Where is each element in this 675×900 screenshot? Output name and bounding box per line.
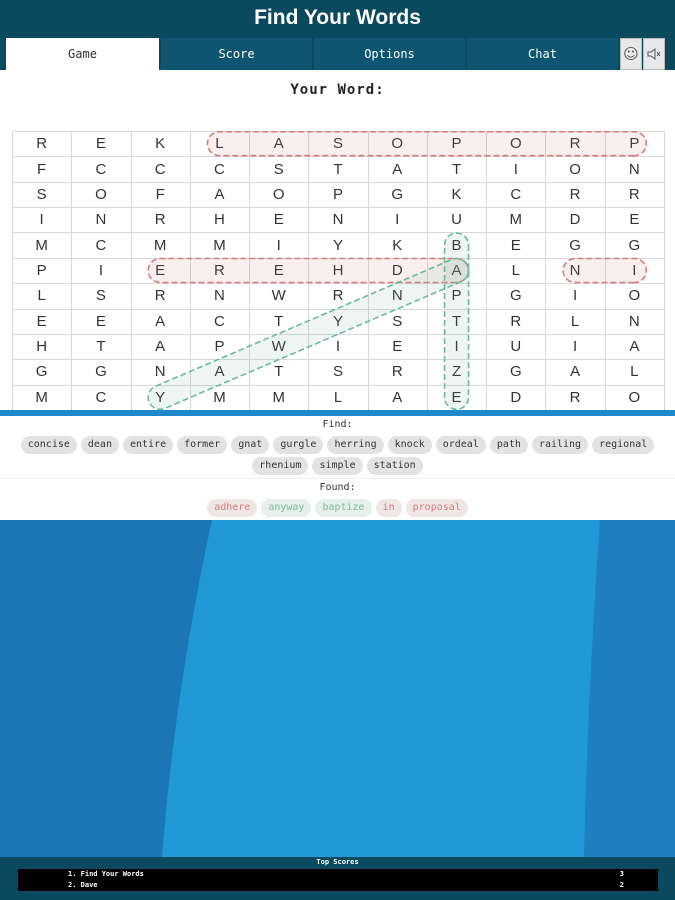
grid-cell[interactable]: E	[273, 261, 284, 279]
grid-cell[interactable]: A	[451, 261, 462, 279]
grid-cell[interactable]: P	[451, 287, 462, 305]
grid-cell[interactable]: M	[35, 236, 48, 254]
score-row	[18, 869, 658, 880]
grid-cell[interactable]: R	[154, 287, 166, 305]
grid-cell[interactable]: Z	[451, 363, 462, 381]
grid-cell[interactable]: D	[391, 261, 403, 279]
app-title: Find Your Words	[0, 0, 675, 36]
find-word-chip[interactable]: entire	[123, 436, 173, 454]
find-label: Find:	[322, 419, 353, 430]
grid-cell[interactable]: O	[509, 135, 522, 153]
grid-cell[interactable]: G	[391, 185, 404, 203]
grid-cell[interactable]: T	[274, 312, 284, 330]
tab-chat[interactable]: Chat	[467, 38, 618, 70]
grid-cell[interactable]: A	[570, 363, 581, 381]
grid-cell[interactable]: N	[332, 211, 344, 229]
grid-cell[interactable]: L	[215, 135, 224, 153]
grid-cell[interactable]: N	[154, 363, 166, 381]
grid-cell[interactable]: O	[569, 160, 581, 178]
grid-cell[interactable]: C	[214, 160, 225, 178]
grid-cell[interactable]: W	[271, 338, 286, 356]
grid-cell[interactable]: E	[392, 338, 403, 356]
grid-cell[interactable]: B	[451, 236, 462, 254]
tab-score[interactable]: Score	[161, 38, 312, 70]
grid-cell[interactable]: U	[451, 211, 462, 229]
find-word-chip[interactable]: rhenium	[252, 457, 308, 475]
grid-cell[interactable]: C	[95, 236, 107, 254]
grid-cell[interactable]: A	[214, 185, 225, 203]
find-word-chip[interactable]: gurgle	[273, 436, 323, 454]
tab-bar	[0, 36, 675, 70]
grid-cell[interactable]: F	[155, 185, 165, 203]
grid-cell[interactable]: C	[95, 160, 107, 178]
grid-cell[interactable]: P	[36, 261, 47, 279]
found-word-chip[interactable]: proposal	[406, 499, 468, 517]
grid-cell[interactable]: G	[509, 363, 522, 381]
grid-cell[interactable]: S	[332, 135, 343, 153]
grid-cell[interactable]: E	[155, 261, 166, 279]
grid-cell[interactable]: S	[36, 185, 47, 203]
grid-cell[interactable]: L	[570, 312, 580, 330]
grid-cell[interactable]: S	[392, 312, 403, 330]
speaker-muted-icon[interactable]	[643, 38, 665, 70]
grid-cell[interactable]: E	[629, 211, 640, 229]
grid-cell[interactable]: L	[511, 261, 520, 279]
tab-options[interactable]: Options	[314, 38, 465, 70]
grid-cell[interactable]: R	[569, 135, 581, 153]
grid-cell[interactable]: O	[272, 185, 285, 203]
smiley-icon[interactable]: ☺	[620, 38, 642, 70]
grid-cell[interactable]: A	[273, 135, 284, 153]
find-word-chip[interactable]: dean	[81, 436, 119, 454]
grid-cell[interactable]: G	[628, 236, 641, 254]
grid-cell[interactable]: E	[95, 312, 106, 330]
grid-cell[interactable]: O	[95, 185, 107, 203]
grid-cell[interactable]: E	[95, 135, 106, 153]
tab-game[interactable]: Game	[6, 38, 159, 70]
grid-cell[interactable]: L	[37, 287, 46, 305]
grid-cell[interactable]: M	[153, 236, 167, 254]
background-decoration	[0, 520, 675, 857]
grid-cell[interactable]: L	[630, 363, 639, 381]
grid-cell[interactable]: M	[213, 236, 226, 254]
found-word-list	[8, 499, 667, 517]
grid-cell[interactable]: O	[628, 388, 641, 406]
grid-cell[interactable]: T	[451, 312, 462, 330]
grid-cell[interactable]: I	[632, 261, 637, 279]
grid-cell[interactable]: A	[214, 363, 225, 381]
grid-cell[interactable]: G	[509, 287, 522, 305]
grid-cell[interactable]: R	[510, 312, 522, 330]
find-word-chip[interactable]: railing	[532, 436, 588, 454]
find-word-chip[interactable]: station	[367, 457, 423, 475]
grid-cell[interactable]: N	[628, 312, 640, 330]
top-scores-title: Top Scores	[316, 858, 359, 866]
grid-cell[interactable]: Y	[332, 312, 343, 330]
grid-cell[interactable]: M	[272, 388, 285, 406]
grid-cell[interactable]: K	[392, 236, 403, 254]
find-word-chip[interactable]: ordeal	[436, 436, 486, 454]
grid-cell[interactable]: K	[155, 135, 166, 153]
grid-cell[interactable]: I	[98, 261, 103, 279]
grid-cell[interactable]: G	[569, 236, 581, 254]
grid-cell[interactable]: I	[454, 338, 459, 356]
grid-cell[interactable]: G	[95, 363, 107, 381]
grid-cell[interactable]: R	[154, 211, 166, 229]
background-area	[0, 520, 675, 857]
grid-cell[interactable]: N	[95, 211, 107, 229]
grid-cell[interactable]: R	[569, 388, 581, 406]
grid-cell[interactable]: P	[332, 185, 343, 203]
grid-cell[interactable]: E	[451, 388, 462, 406]
grid-cell[interactable]: A	[392, 388, 403, 406]
grid-cell[interactable]: T	[96, 338, 106, 356]
grid-cell[interactable]: O	[391, 135, 404, 153]
grid-cell[interactable]: N	[628, 160, 640, 178]
grid-cell[interactable]: L	[333, 388, 343, 406]
grid-cell[interactable]: M	[35, 388, 48, 406]
grid-cell[interactable]: M	[509, 211, 523, 229]
grid-cell[interactable]: T	[333, 160, 343, 178]
grid-cell[interactable]: T	[451, 160, 462, 178]
score-name: 1. Find Your Words	[68, 870, 144, 878]
grid-cell[interactable]: H	[36, 338, 48, 356]
grid-cell[interactable]: H	[332, 261, 344, 279]
grid-cell[interactable]: D	[510, 388, 522, 406]
find-word-list	[8, 436, 667, 475]
grid-line	[664, 131, 665, 410]
grid-cell[interactable]: C	[214, 312, 225, 330]
grid-cell[interactable]: R	[36, 135, 48, 153]
your-word-label: Your Word:	[290, 82, 385, 98]
grid-cell[interactable]: A	[155, 338, 166, 356]
grid-cell[interactable]: S	[273, 160, 284, 178]
grid-cell[interactable]: E	[273, 211, 284, 229]
grid-cell[interactable]: I	[395, 211, 400, 229]
grid-cell[interactable]: C	[154, 160, 166, 178]
grid-cell[interactable]: P	[629, 135, 640, 153]
find-word-chip[interactable]: concise	[21, 436, 77, 454]
grid-cell[interactable]: I	[276, 236, 281, 254]
grid-cell[interactable]: D	[569, 211, 581, 229]
grid-cell[interactable]: T	[274, 363, 284, 381]
found-word-chip[interactable]: adhere	[207, 499, 257, 517]
find-word-chip[interactable]: path	[490, 436, 528, 454]
grid-cell[interactable]: Y	[332, 236, 343, 254]
grid-cell[interactable]: A	[392, 160, 403, 178]
grid-cell[interactable]: A	[155, 312, 166, 330]
grid-cell[interactable]: R	[214, 261, 225, 279]
divider-bar	[0, 410, 675, 416]
grid-cell[interactable]: I	[39, 211, 44, 229]
grid-cell[interactable]: P	[214, 338, 225, 356]
grid-cell[interactable]: R	[332, 287, 344, 305]
find-word-chip[interactable]: gnat	[231, 436, 269, 454]
grid-cell[interactable]: A	[629, 338, 640, 356]
grid-cell[interactable]: S	[332, 363, 343, 381]
grid-cell[interactable]: Y	[155, 388, 166, 406]
grid-cell[interactable]: P	[451, 135, 462, 153]
found-word-chip[interactable]: in	[376, 499, 402, 517]
grid-cell[interactable]: I	[335, 338, 341, 356]
grid-cell[interactable]: K	[451, 185, 462, 203]
grid-cell[interactable]: G	[35, 363, 48, 381]
find-word-chip[interactable]: regional	[592, 436, 654, 454]
grid-cell[interactable]: C	[510, 185, 522, 203]
grid-cell[interactable]: N	[569, 261, 581, 279]
grid-cell[interactable]: N	[391, 287, 403, 305]
grid-cell[interactable]: M	[213, 388, 226, 406]
grid-cell[interactable]: R	[569, 185, 581, 203]
grid-cell[interactable]: F	[37, 160, 47, 178]
letter-grid[interactable]	[12, 131, 664, 410]
find-word-chip[interactable]: simple	[312, 457, 362, 475]
grid-cell[interactable]: W	[271, 287, 286, 305]
grid-cell[interactable]: E	[36, 312, 47, 330]
score-name: 2. Dave	[68, 881, 98, 889]
grid-cell[interactable]: I	[573, 338, 578, 356]
find-word-chip[interactable]: knock	[388, 436, 432, 454]
found-word-chip[interactable]: baptize	[315, 499, 371, 517]
grid-cell[interactable]: I	[513, 160, 518, 178]
grid-cell[interactable]: O	[628, 287, 641, 305]
find-word-chip[interactable]: herring	[327, 436, 383, 454]
score-row	[18, 880, 658, 891]
grid-cell[interactable]: N	[214, 287, 225, 305]
found-label: Found:	[319, 482, 356, 493]
grid-cell[interactable]: E	[510, 236, 521, 254]
grid-cell[interactable]: H	[214, 211, 225, 229]
grid-cell[interactable]: I	[573, 287, 578, 305]
found-word-chip[interactable]: anyway	[261, 499, 311, 517]
grid-cell[interactable]: U	[510, 338, 522, 356]
score-value: 2	[619, 881, 624, 889]
score-value: 3	[619, 870, 624, 878]
grid-cell[interactable]: R	[628, 185, 640, 203]
grid-cell[interactable]: R	[391, 363, 403, 381]
grid-cell[interactable]: S	[95, 287, 106, 305]
grid-cell[interactable]: C	[95, 388, 107, 406]
top-scores-panel	[0, 857, 675, 900]
separator	[0, 478, 675, 479]
find-word-chip[interactable]: former	[177, 436, 227, 454]
